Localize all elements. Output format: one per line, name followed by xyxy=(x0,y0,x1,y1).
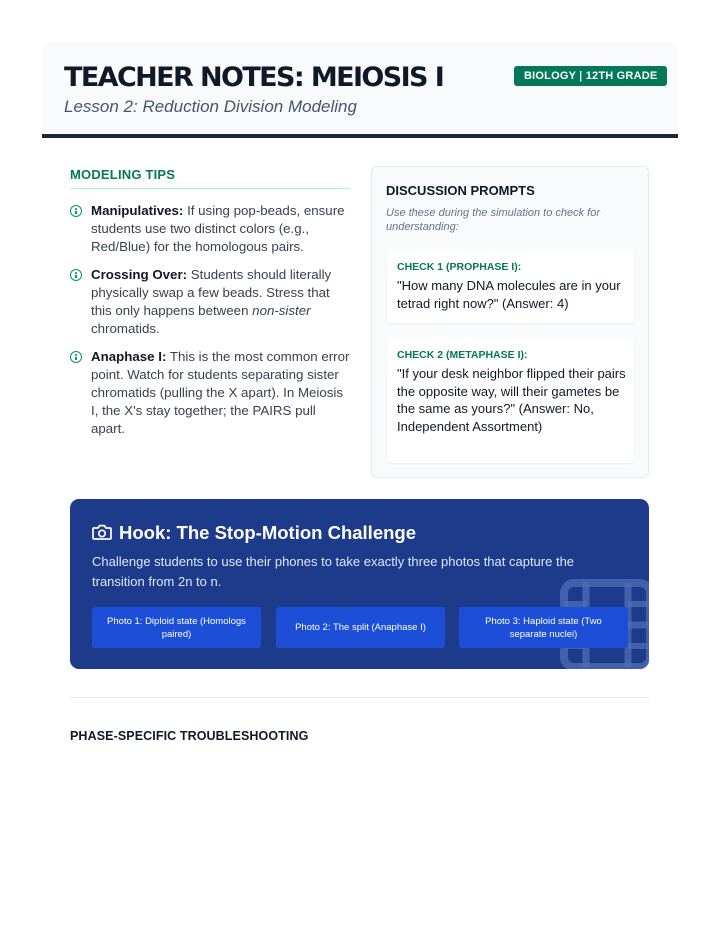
page-header xyxy=(42,42,678,138)
info-icon xyxy=(70,205,82,217)
grade-badge: BIOLOGY | 12TH GRADE xyxy=(514,66,667,86)
tip-item xyxy=(70,266,352,338)
section-divider xyxy=(70,697,649,698)
check-question: "How many DNA molecules are in your tetrad right now?" (Answer: 4) xyxy=(397,278,621,311)
tip-text: This is the most common error point. Watch for students separating sister chromatids (pulling the X apart). In Meiosis I, the X's stay together; the PAIRS pull apart. xyxy=(91,349,350,436)
discussion-prompts-panel xyxy=(371,166,649,478)
hook-description: Challenge students to use their phones to take exactly three photos that capture the transition from 2n to n. xyxy=(92,554,575,589)
modeling-tips-list xyxy=(70,202,352,448)
tip-term: Crossing Over: xyxy=(91,267,188,282)
tip-body xyxy=(91,348,352,438)
hook-challenge-card xyxy=(70,499,649,669)
discussion-note: Use these during the simulation to check for understanding: xyxy=(386,207,601,233)
tip-text: Students should literally physically swap a few beads. Stress that this only happens between xyxy=(91,267,332,318)
info-icon xyxy=(70,351,82,363)
tip-text: If using pop-beads, ensure students use two distinct colors (e.g., Red/Blue) for the homologous pairs. xyxy=(91,203,345,254)
check-label: CHECK 1 (PROPHASE I): xyxy=(397,261,522,273)
check-card xyxy=(387,249,634,323)
photo-step-3: Photo 3: Haploid state (Two separate nuclei) xyxy=(459,607,628,648)
photo-step-1: Photo 1: Diploid state (Homologs paired) xyxy=(92,607,261,648)
tip-text-end: chromatids. xyxy=(91,321,160,336)
tip-emphasis: non-sister xyxy=(252,303,311,318)
lesson-subtitle: Lesson 2: Reduction Division Modeling xyxy=(64,97,357,116)
modeling-tips-heading: MODELING TIPS xyxy=(70,167,350,189)
tip-item xyxy=(70,202,352,256)
hook-title: Hook: The Stop-Motion Challenge xyxy=(119,522,417,543)
page-title: TEACHER NOTES: MEIOSIS I xyxy=(64,62,444,93)
troubleshooting-heading: PHASE-SPECIFIC TROUBLESHOOTING xyxy=(70,729,309,743)
discussion-heading: DISCUSSION PROMPTS xyxy=(386,183,535,198)
info-icon xyxy=(70,269,82,281)
camera-icon xyxy=(92,523,112,541)
check-question: "If your desk neighbor flipped their pairs the opposite way, will their gametes be the same as yours?" (Answer: No, Independent Assortment) xyxy=(397,366,626,435)
tip-term: Manipulatives: xyxy=(91,203,184,218)
check-card xyxy=(387,337,634,463)
tip-term: Anaphase I: xyxy=(91,349,167,364)
tip-item xyxy=(70,348,352,438)
photo-step-2: Photo 2: The split (Anaphase I) xyxy=(276,607,445,648)
tip-body xyxy=(91,266,352,338)
check-label: CHECK 2 (METAPHASE I): xyxy=(397,349,528,361)
tip-body xyxy=(91,202,352,256)
